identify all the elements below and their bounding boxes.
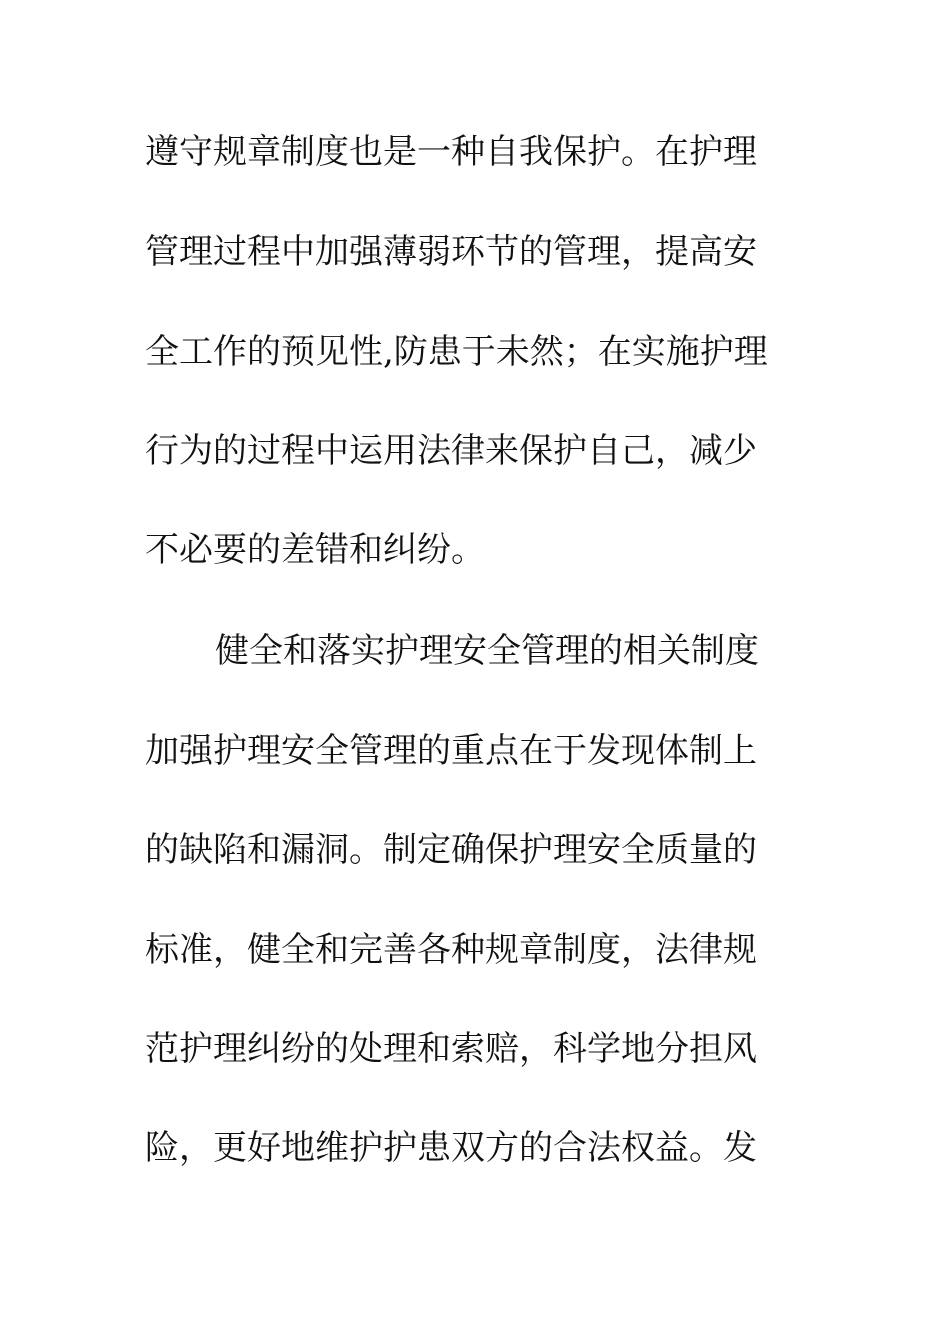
text-line: 全工作的预见性,防患于未然；在实施护理	[145, 332, 768, 372]
text-line: 范护理纠纷的处理和索赔，科学地分担风	[145, 1029, 757, 1069]
text-line: 标准，健全和完善各种规章制度，法律规	[145, 930, 757, 970]
text-line: 加强护理安全管理的重点在于发现体制上	[145, 731, 757, 771]
section-heading: 健全和落实护理安全管理的相关制度	[215, 631, 759, 671]
text-line: 行为的过程中运用法律来保护自己，减少	[145, 431, 757, 471]
text-line: 遵守规章制度也是一种自我保护。在护理	[145, 132, 757, 172]
text-line: 管理过程中加强薄弱环节的管理，提高安	[145, 232, 757, 272]
text-line: 的缺陷和漏洞。制定确保护理安全质量的	[145, 830, 757, 870]
text-line: 不必要的差错和纠纷。	[145, 530, 485, 570]
text-line: 险，更好地维护护患双方的合法权益。发	[145, 1128, 757, 1168]
